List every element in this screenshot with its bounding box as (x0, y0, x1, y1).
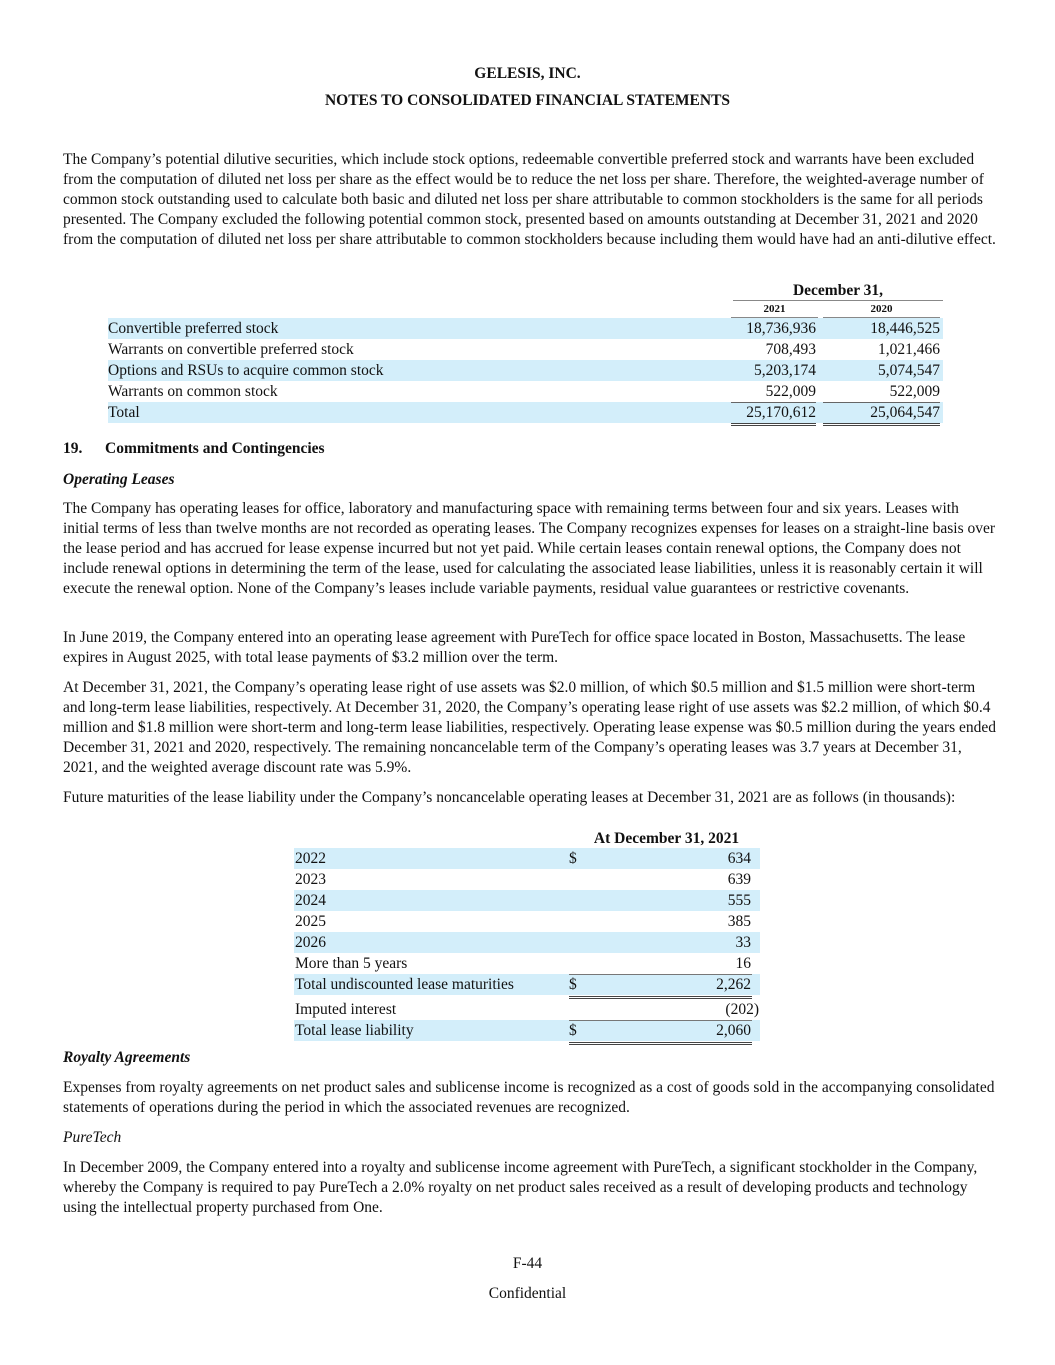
row-label: 2026 (295, 934, 326, 951)
row-label: Convertible preferred stock (108, 320, 279, 337)
row-label: 2025 (295, 913, 326, 930)
double-rule (569, 1042, 752, 1045)
table-row (108, 339, 943, 360)
row-value: 16 (735, 955, 751, 972)
row-value: (202) (725, 1001, 759, 1018)
row-label: 2022 (295, 850, 326, 867)
table-row-total (294, 1020, 760, 1041)
row-label: 2023 (295, 871, 326, 888)
puretech-heading: PureTech (63, 1129, 122, 1146)
table-row (294, 848, 760, 869)
table-row (294, 932, 760, 953)
page-subtitle: NOTES TO CONSOLIDATED FINANCIAL STATEMENTS (324, 92, 731, 109)
total-value-2020: 25,064,547 (823, 402, 940, 426)
operating-leases-paragraph-3: At December 31, 2021, the Company’s operating lease right of use assets was $2.0 million, of which $0.5 million and $1.5 million were short-term and long-term lease liabilities, respectively. At December 31, 2020, the Company’s operating lease right of use assets was $2.2 million, of which $0.4 million and $1.8 million were short-term and long-term lease liabilities, respectively. Operating lease expense was $0.5 million during the years ended December 31, 2021 and 2020, respectively. The remaining noncancelable term of the Company’s operating leases was 3.7 years at December 31, 2021, and the weighted average discount rate was 5.9%. (63, 679, 997, 776)
table-row (294, 953, 760, 974)
value-2021: 522,009 (765, 383, 816, 400)
page-number: F-44 (512, 1255, 543, 1272)
value-2021: 18,736,936 (746, 320, 816, 337)
confidential-label: Confidential (488, 1285, 567, 1302)
operating-leases-paragraph-1: The Company has operating leases for office, laboratory and manufacturing space with remaining terms between four and six years. Leases with initial terms of less than twelve months are not recorded as operating leases. The Company recognizes expenses for leases on a straight-line basis over the lease period and has accrued for lease expense incurred but not yet paid. While certain leases contain renewal options, the Company does not include renewal options in determining the term of the lease, used for calculating the associated lease liabilities, unless it is reasonably certain it will execute the renewal option. None of the Company’s leases include variable payments, residual value guarantees or restrictive covenants. (63, 500, 996, 597)
currency-symbol: $ (569, 1022, 577, 1039)
row-value: 385 (727, 913, 751, 930)
section-heading (63, 439, 325, 459)
table-row-subtotal (294, 974, 760, 995)
table-row (108, 360, 943, 381)
row-label: Warrants on convertible preferred stock (108, 341, 354, 358)
value-2020: 18,446,525 (870, 320, 940, 337)
operating-leases-heading: Operating Leases (63, 471, 175, 488)
table-row (294, 869, 760, 890)
section-number: 19. (63, 440, 83, 457)
value-2021: 708,493 (765, 341, 816, 358)
table-row (108, 381, 943, 402)
table-row (294, 999, 760, 1020)
table-row (294, 911, 760, 932)
operating-leases-paragraph-4: Future maturities of the lease liability under the Company’s noncancelable operating leases at December 31, 2021 are as follows (in thousands): (63, 789, 956, 806)
row-label: 2024 (295, 892, 326, 909)
row-value: 639 (727, 871, 751, 888)
company-name: GELESIS, INC. (474, 65, 581, 82)
row-label: More than 5 years (295, 955, 408, 972)
table-group-header: December 31, (733, 281, 943, 301)
puretech-paragraph: In December 2009, the Company entered into a royalty and sublicense income agreement with PureTech, a significant stockholder in the Company, whereby the Company is required to pay PureTech a 2.0% royalty on net product sales received as a result of developing products and technology using the intellectual property purchased from One. (63, 1159, 978, 1216)
table-header: At December 31, 2021 (579, 829, 754, 849)
royalty-paragraph: Expenses from royalty agreements on net product sales and sublicense income is recognized as a cost of goods sold in the accompanying consolidated statements of operations during the period in which the associated revenues are recognized. (63, 1079, 995, 1116)
row-label: Total lease liability (295, 1022, 414, 1039)
table-row-total (108, 402, 943, 423)
row-value: 2,060 (716, 1022, 751, 1039)
row-label: Total (108, 404, 140, 421)
table-row (108, 318, 943, 339)
value-2020: 1,021,466 (878, 341, 940, 358)
column-header-2021: 2021 (731, 302, 818, 318)
row-label: Options and RSUs to acquire common stock (108, 362, 384, 379)
value-2021: 5,203,174 (754, 362, 816, 379)
value-2020: 5,074,547 (878, 362, 940, 379)
row-value: 33 (735, 934, 751, 951)
intro-paragraph: The Company’s potential dilutive securities, which include stock options, redeemable convertible preferred stock and warrants have been excluded from the computation of diluted net loss per share as the effect would be to reduce the net loss per share. Therefore, the weighted-average number of common stock outstanding used to calculate both basic and diluted net loss per share attributable to common stockholders is the same for all periods presented. The Company excluded the following potential common stock, presented based on amounts outstanding at December 31, 2021 and 2020 from the computation of diluted net loss per share attributable to common stockholders because including them would have had an anti-dilutive effect. (63, 151, 996, 248)
royalty-agreements-heading: Royalty Agreements (63, 1049, 191, 1066)
value-2020: 522,009 (889, 383, 940, 400)
operating-leases-paragraph-2: In June 2019, the Company entered into an operating lease agreement with PureTech for office space located in Boston, Massachusetts. The lease expires in August 2025, with total lease payments of $3.2 million over the term. (63, 629, 966, 666)
currency-symbol: $ (569, 976, 577, 993)
row-value: 555 (727, 892, 751, 909)
table-row (294, 890, 760, 911)
column-header-2020: 2020 (823, 302, 940, 318)
section-title: Commitments and Contingencies (105, 440, 325, 457)
row-label: Total undiscounted lease maturities (295, 976, 514, 993)
row-label: Warrants on common stock (108, 383, 278, 400)
total-value-2021: 25,170,612 (731, 402, 816, 426)
row-value: 2,262 (716, 976, 751, 993)
row-label: Imputed interest (295, 1001, 397, 1018)
currency-symbol: $ (569, 850, 577, 867)
row-value: 634 (727, 850, 751, 867)
